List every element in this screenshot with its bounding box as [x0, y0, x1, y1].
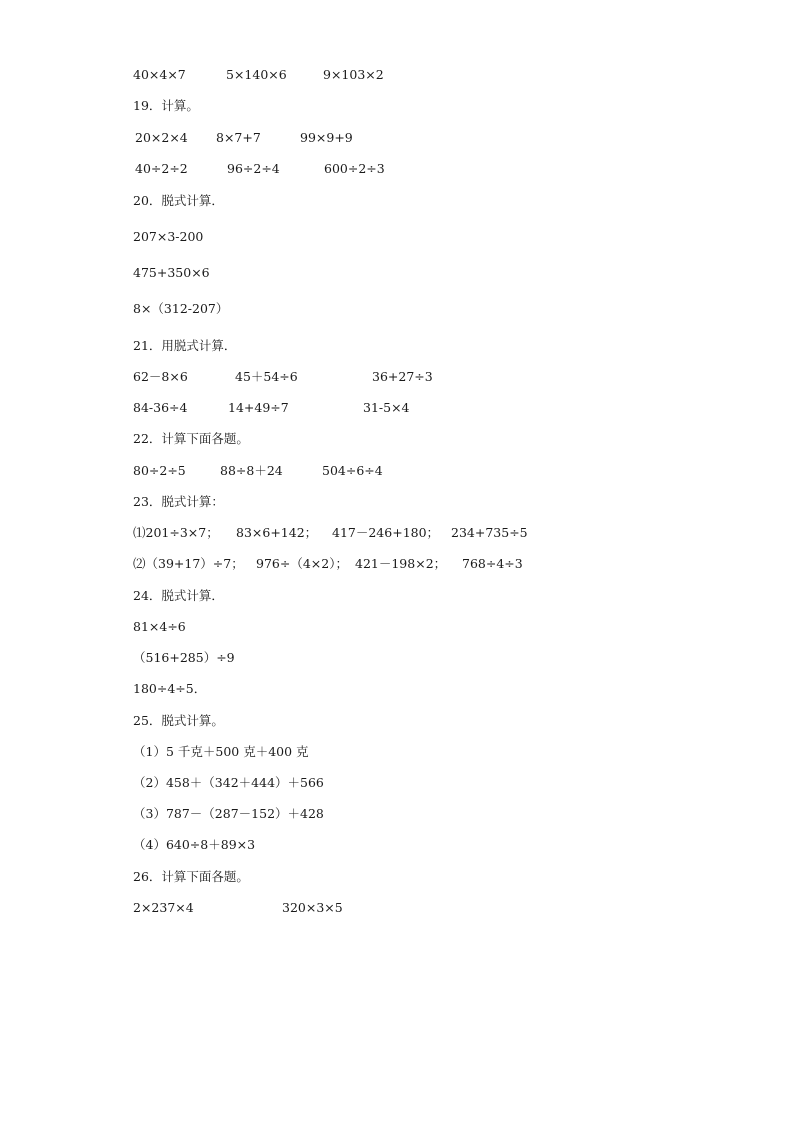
q22-title-line — [0, 430, 794, 450]
q25-item-1 — [0, 743, 794, 763]
expression: ⑴201÷3×7； — [133, 525, 219, 540]
expression: 36+27÷3 — [372, 369, 433, 384]
expression: （1）5 千克＋500 克＋400 克 — [133, 744, 309, 759]
expression: （4）640÷8＋89×3 — [133, 837, 256, 852]
expression: 2×237×4 — [133, 900, 194, 915]
expression: 20×2×4 — [135, 130, 188, 145]
expression: 600÷2÷3 — [324, 161, 385, 176]
question-title: 20．脱式计算． — [133, 193, 224, 208]
question-title: 19．计算。 — [133, 98, 199, 113]
expression: 180÷4÷5． — [133, 681, 207, 696]
expression: 207×3-200 — [133, 229, 204, 244]
expression: 8×7+7 — [216, 130, 261, 145]
expression: 96÷2÷4 — [227, 161, 280, 176]
q23-title-line — [0, 493, 794, 513]
expression: （3）787－（287－152）＋428 — [133, 806, 324, 821]
expression: 99×9+9 — [300, 130, 353, 145]
q24-item-3 — [0, 680, 794, 700]
expression: 9×103×2 — [323, 67, 384, 82]
expression: 14+49÷7 — [228, 400, 289, 415]
question-title: 23．脱式计算： — [133, 494, 224, 509]
q20-item-3 — [0, 300, 794, 320]
q26-row — [0, 899, 794, 919]
q23-row-2 — [0, 555, 794, 575]
question-title: 22．计算下面各题。 — [133, 431, 249, 446]
expression: 45＋54÷6 — [235, 369, 298, 384]
q19-title-line — [0, 97, 794, 117]
question-title: 26．计算下面各题。 — [133, 869, 249, 884]
expression: 62－8×6 — [133, 369, 188, 384]
question-title: 21．用脱式计算． — [133, 338, 237, 353]
q22-row — [0, 462, 794, 482]
expression: 88÷8＋24 — [220, 463, 283, 478]
expression: 84-36÷4 — [133, 400, 188, 415]
q21-row-2 — [0, 399, 794, 419]
q21-title-line — [0, 337, 794, 357]
q25-item-2 — [0, 774, 794, 794]
q24-item-2 — [0, 649, 794, 669]
q23-row-1 — [0, 524, 794, 544]
expression: 5×140×6 — [226, 67, 287, 82]
expression: ⑵（39+17）÷7； — [133, 556, 244, 571]
q26-title-line — [0, 868, 794, 888]
q24-item-1 — [0, 618, 794, 638]
question-title: 24．脱式计算． — [133, 588, 224, 603]
q20-item-2 — [0, 264, 794, 284]
q19-row-2 — [0, 160, 794, 180]
q25-item-3 — [0, 805, 794, 825]
expression: 81×4÷6 — [133, 619, 186, 634]
expression: 8×（312-207） — [133, 301, 229, 316]
expression: 421－198×2； — [355, 556, 447, 571]
q20-item-1 — [0, 228, 794, 248]
expression: 80÷2÷5 — [133, 463, 186, 478]
expression: 320×3×5 — [282, 900, 343, 915]
expression: （516+285）÷9 — [133, 650, 235, 665]
q25-title-line — [0, 712, 794, 732]
expression: 417－246+180； — [332, 525, 440, 540]
expression: 40÷2÷2 — [135, 161, 188, 176]
expression: 504÷6÷4 — [322, 463, 383, 478]
expression: 31-5×4 — [363, 400, 410, 415]
expression: （2）458＋（342＋444）＋566 — [133, 775, 324, 790]
expression: 83×6+142； — [236, 525, 318, 540]
expression: 475+350×6 — [133, 265, 210, 280]
q18-row — [0, 66, 794, 86]
q25-item-4 — [0, 836, 794, 856]
q21-row-1 — [0, 368, 794, 388]
expression: 234+735÷5 — [451, 525, 528, 540]
expression: 768÷4÷3 — [462, 556, 523, 571]
q19-row-1 — [0, 129, 794, 149]
expression: 40×4×7 — [133, 67, 186, 82]
expression: 976÷（4×2）； — [256, 556, 348, 571]
q24-title-line — [0, 587, 794, 607]
q20-title-line — [0, 192, 794, 212]
question-title: 25．脱式计算。 — [133, 713, 224, 728]
